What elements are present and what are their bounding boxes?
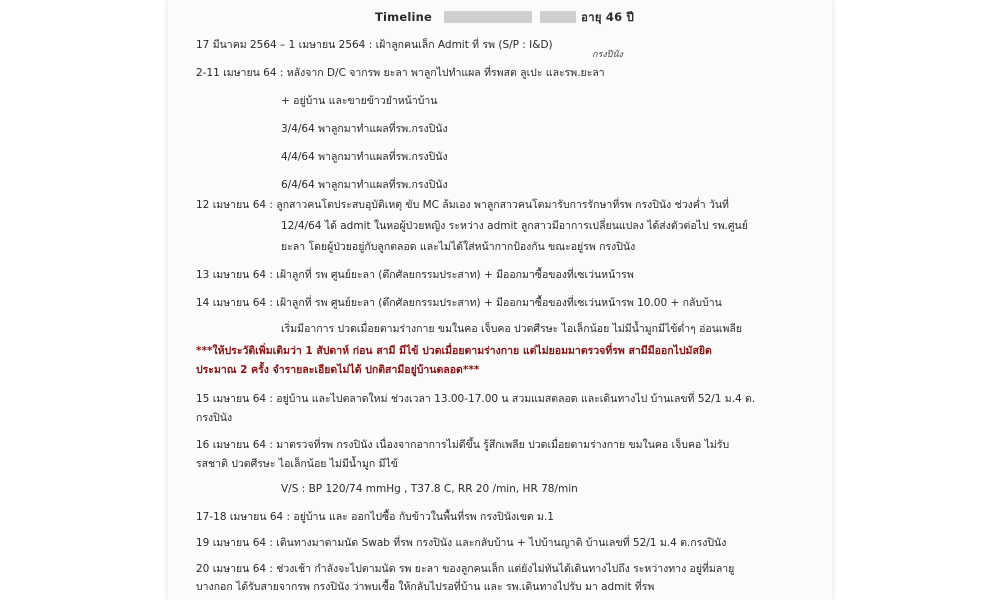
timeline-entry: 4/4/64 พาลูกมาทำแผลที่รพ.กรงปินัง [281, 151, 448, 163]
timeline-entry: 3/4/64 พาลูกมาทำแผลที่รพ.กรงปินัง [281, 123, 448, 135]
document-title: Timeline [375, 10, 433, 24]
timeline-entry: กรงปินัง [196, 412, 233, 424]
timeline-entry: เริ่มมีอาการ ปวดเมื่อยตามร่างกาย ขมในคอ เจ็บคอ ปวดศีรษะ ไอเล็กน้อย ไม่มีน้ำมูกมีไข้ต่ำๆ อ่อนเพลีย [281, 323, 743, 335]
timeline-entry: 12 เมษายน 64 : ลูกสาวคนโตประสบอุบัติเหตุ ขับ MC ล้มเอง พาลูกสาวคนโตมารับการรักษาที่รพ กรงปินัง ช่วงค่ำ วันที่ [196, 199, 729, 211]
timeline-entry: 14 เมษายน 64 : เฝ้าลูกที่ รพ ศูนย์ยะลา (ตึกศัลยกรรมประสาท) + มีออกมาซื้อของที่เซเว่นหน้ารพ 10.00 + กลับบ้าน [196, 297, 722, 309]
timeline-entry: 2-11 เมษายน 64 : หลังจาก D/C จากรพ ยะลา พาลูกไปทำแผล ที่รพสต ลูเปะ และรพ.ยะลา [196, 67, 605, 79]
additional-history-note: ***ให้ประวัติเพิ่มเติมว่า 1 สัปดาห์ ก่อน สามี มีไข้ ปวดเมื่อยตามร่างกาย แต่ไม่ยอมมาตรวจที่รพ สามีมีออกไปมัสยิด [196, 345, 712, 357]
timeline-entry: 20 เมษายน 64 : ช่วงเช้า กำลังจะไปตามนัด รพ ยะลา ของลูกคนเล็ก แต่ยังไม่ทันได้เดินทางไปถึง ระหว่างทาง อยู่ที่มลายู [196, 563, 735, 575]
timeline-entry: รสชาติ ปวดศีรษะ ไอเล็กน้อย ไม่มีน้ำมูก มีไข้ [196, 458, 398, 470]
handwritten-annotation: กรงปินัง [592, 50, 623, 60]
redacted-surname-block [540, 11, 576, 23]
additional-history-note: ประมาณ 2 ครั้ง จำรายละเอียดไม่ได้ ปกติสามีอยู่บ้านตลอด*** [196, 364, 480, 376]
document-page [168, 0, 832, 600]
timeline-entry: + อยู่บ้าน และขายข้าวยำหน้าบ้าน [281, 95, 438, 107]
timeline-entry: 15 เมษายน 64 : อยู่บ้าน และไปตลาดใหม่ ช่วงเวลา 13.00-17.00 น สวมแมสตลอด และเดินทางไป บ้านเลขที่ 52/1 ม.4 ต. [196, 393, 756, 405]
timeline-entry: 12/4/64 ได้ admit ในหอผู้ป่วยหญิง ระหว่าง admit ลูกสาวมีอาการเปลี่ยนแปลง ได้ส่งตัวต่อไป รพ.ศูนย์ [281, 220, 748, 232]
timeline-entry: 6/4/64 พาลูกมาทำแผลที่รพ.กรงปินัง [281, 179, 448, 191]
vital-signs: V/S : BP 120/74 mmHg , T37.8 C, RR 20 /min, HR 78/min [281, 483, 578, 495]
timeline-entry: 17 มีนาคม 2564 – 1 เมษายน 2564 : เฝ้าลูกคนเล็ก Admit ที่ รพ (S/P : I&D) [196, 39, 553, 51]
timeline-entry: 17-18 เมษายน 64 : อยู่บ้าน และ ออกไปซื้อ กับข้าวในพื้นที่รพ กรงปินังเขต ม.1 [196, 511, 554, 523]
timeline-entry: 16 เมษายน 64 : มาตรวจที่รพ กรงปินัง เนื่องจากอาการไม่ดีขึ้น รู้สึกเพลีย ปวดเมื่อยตามร่างกาย ขมในคอ เจ็บคอ ไม่รับ [196, 439, 730, 451]
redacted-name-block [444, 11, 532, 23]
timeline-entry: ยะลา โดยผู้ป่วยอยู่กับลูกตลอด และไม่ได้ใส่หน้ากากป้องกัน ขณะอยู่รพ กรงปินัง [281, 241, 636, 253]
timeline-entry: 13 เมษายน 64 : เฝ้าลูกที่ รพ ศูนย์ยะลา (ตึกศัลยกรรมประสาท) + มีออกมาซื้อของที่เซเว่นหน้ารพ [196, 269, 634, 281]
timeline-entry: บางกอก ได้รับสายจากรพ กรงปินัง ว่าพบเชื้อ ให้กลับไปรอที่บ้าน และ รพ.เดินทางไปรับ มา admit ที่รพ [196, 581, 655, 593]
patient-age: อายุ 46 ปี [581, 10, 635, 24]
timeline-entry: 19 เมษายน 64 : เดินทางมาตามนัด Swab ที่รพ กรงปินัง และกลับบ้าน + ไปบ้านญาติ บ้านเลขที่ 52/1 ม.4 ต.กรงปินัง [196, 537, 727, 549]
document-body [168, 0, 832, 600]
